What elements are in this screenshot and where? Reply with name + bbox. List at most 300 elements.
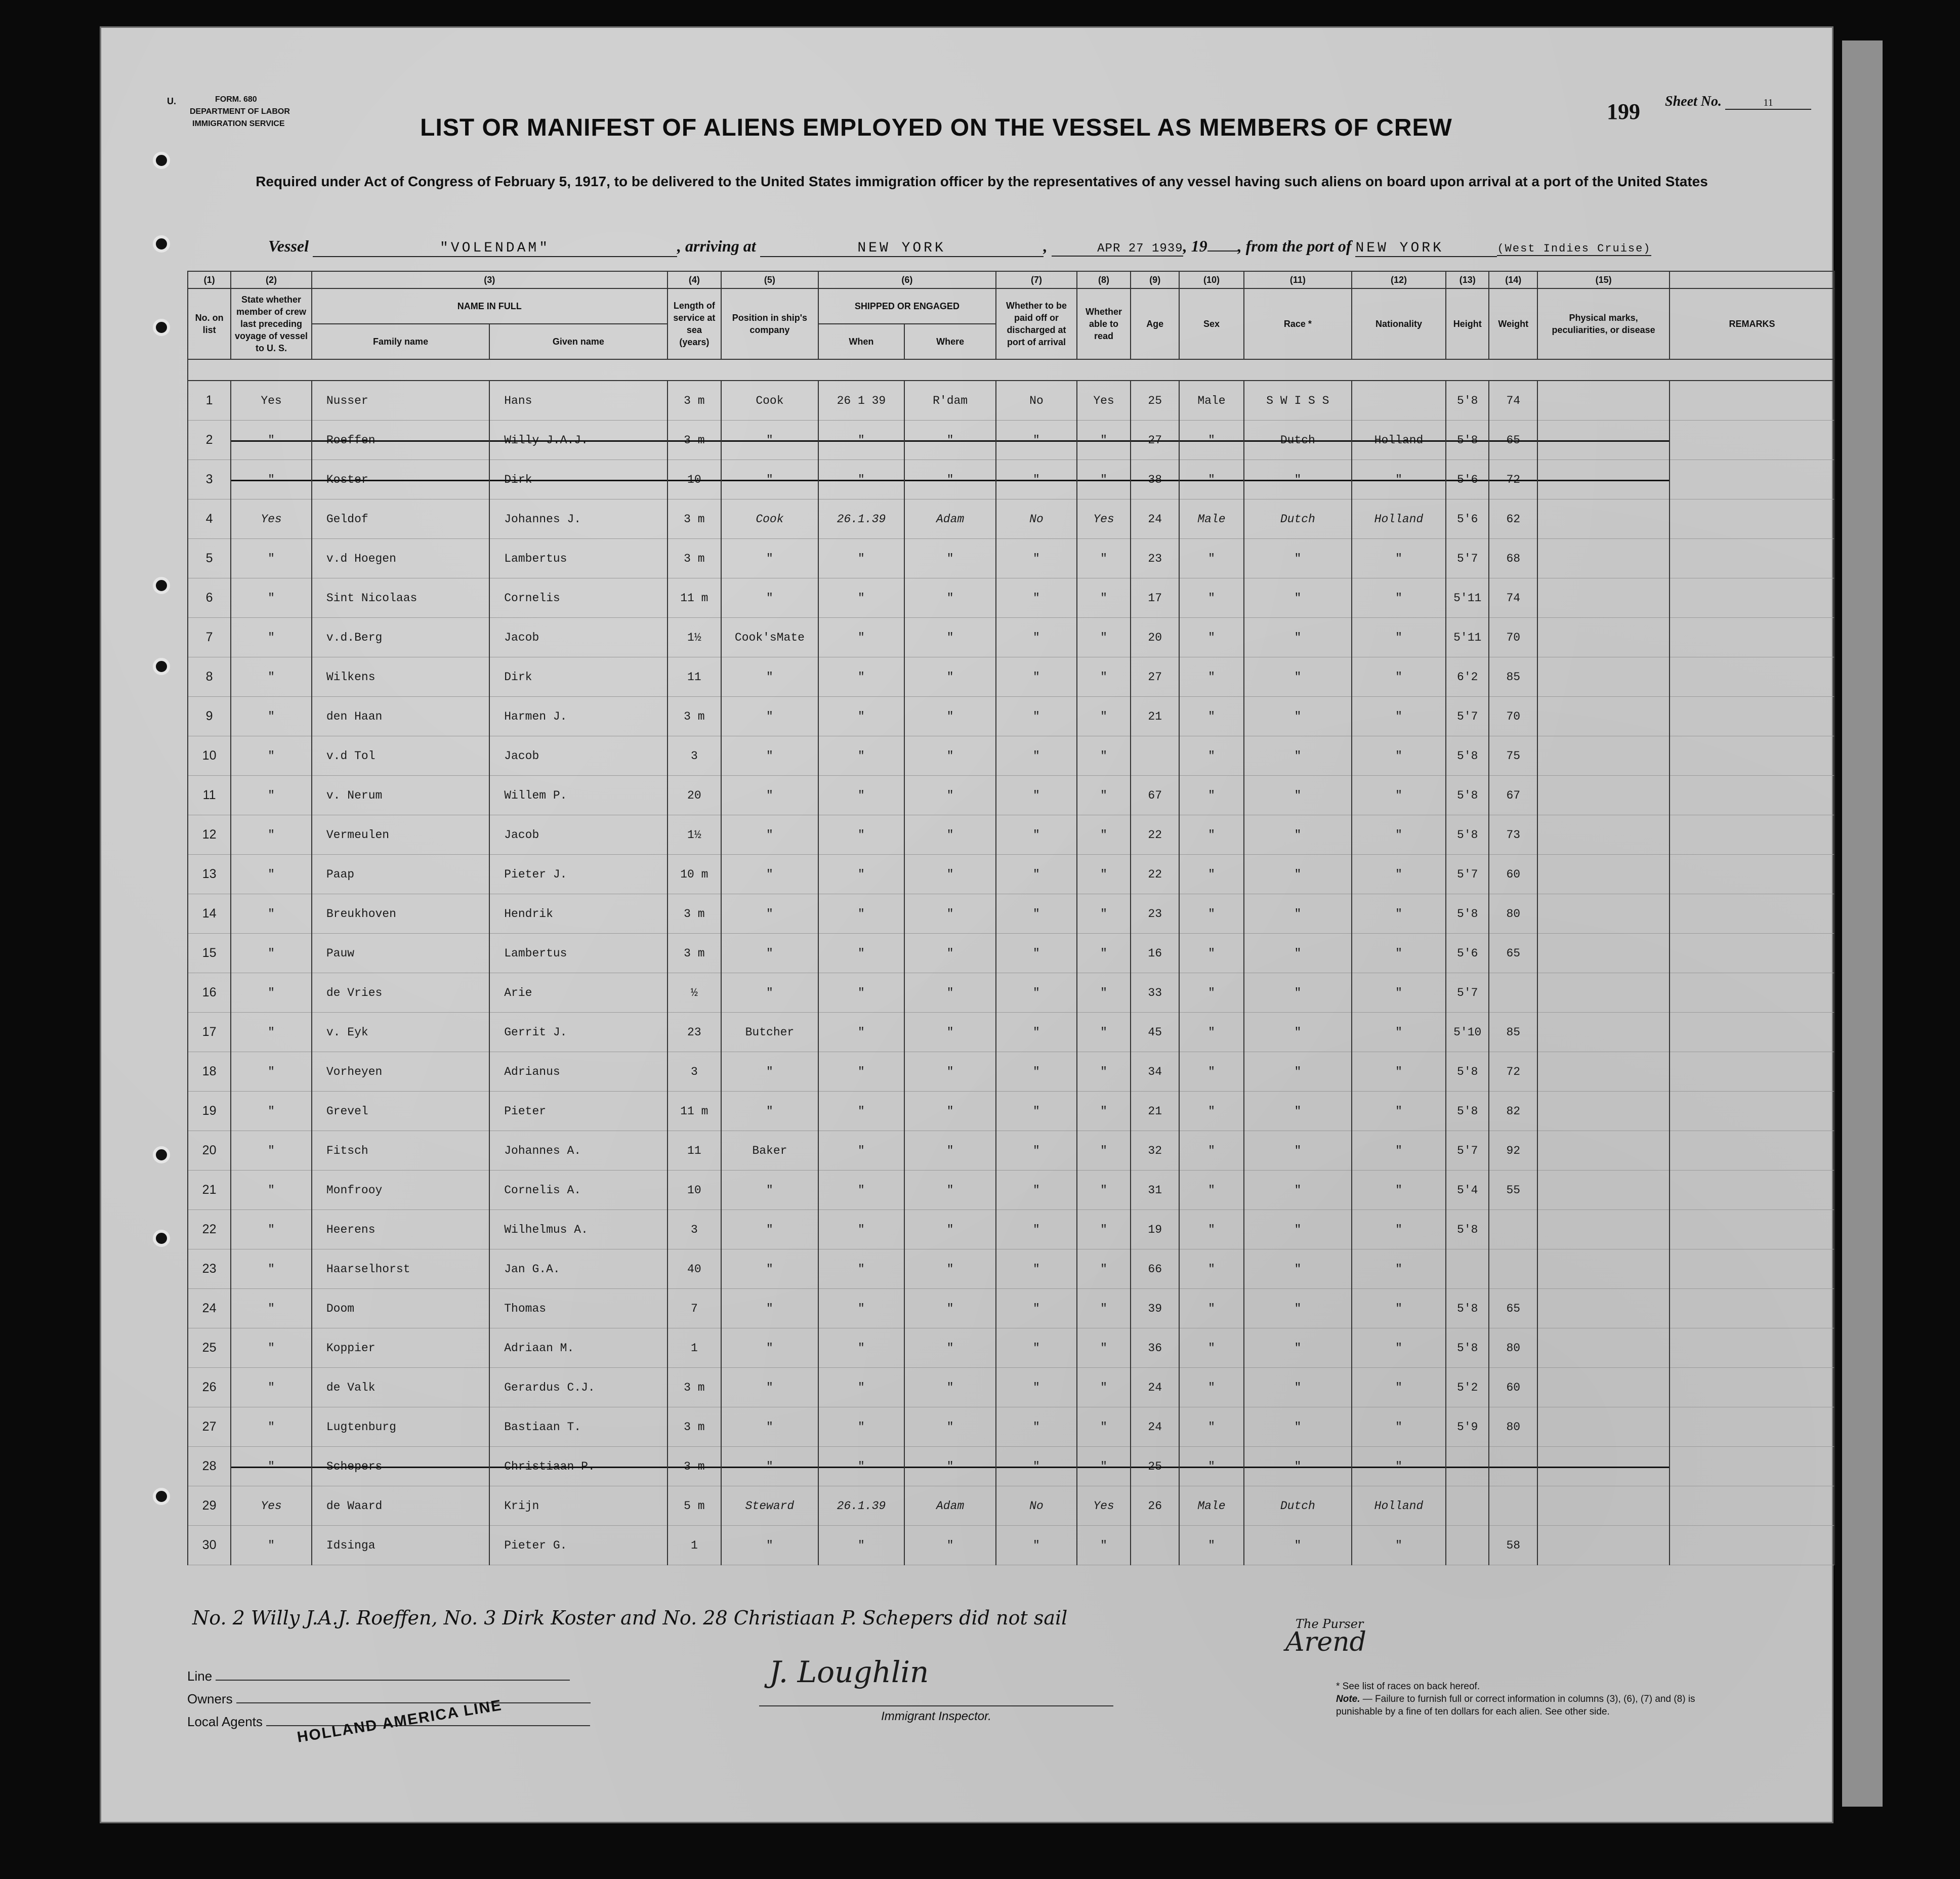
race-cell: Dutch xyxy=(1244,421,1352,460)
marks-cell xyxy=(1537,657,1670,697)
paid-off-cell: " xyxy=(996,894,1077,934)
race-cell: " xyxy=(1244,1526,1352,1565)
col-header-service: Length of service at sea (years) xyxy=(668,288,721,359)
previous-voyage-cell: Yes xyxy=(231,499,312,539)
nationality-cell: " xyxy=(1352,1447,1446,1486)
race-cell: " xyxy=(1244,1407,1352,1447)
shipped-where-cell: " xyxy=(904,1249,996,1289)
nationality-cell: Holland xyxy=(1352,499,1446,539)
shipped-when-cell: " xyxy=(818,1289,904,1328)
given-name-cell: Thomas xyxy=(489,1289,667,1328)
remarks-cell xyxy=(1670,697,1834,736)
form-number: FORM. 680 xyxy=(215,95,257,104)
sex-cell: " xyxy=(1179,697,1244,736)
race-cell: " xyxy=(1244,657,1352,697)
service-cell: 7 xyxy=(668,1289,721,1328)
marks-cell xyxy=(1537,855,1670,894)
shipped-where-cell: Adam xyxy=(904,499,996,539)
table-row xyxy=(188,1407,1834,1447)
row-number: 14 xyxy=(188,894,231,934)
given-name-cell: Jacob xyxy=(489,815,667,855)
position-cell: " xyxy=(721,539,818,578)
nationality-cell: " xyxy=(1352,776,1446,815)
age-cell: 32 xyxy=(1131,1131,1179,1171)
sex-cell: " xyxy=(1179,1052,1244,1092)
nationality-cell: " xyxy=(1352,1013,1446,1052)
shipped-when-cell: " xyxy=(818,697,904,736)
table-row xyxy=(188,1328,1834,1368)
position-cell: " xyxy=(721,1328,818,1368)
previous-voyage-cell: " xyxy=(231,421,312,460)
sex-cell: " xyxy=(1179,973,1244,1013)
sex-cell: " xyxy=(1179,1210,1244,1249)
punch-hole xyxy=(153,235,170,253)
table-row xyxy=(188,736,1834,776)
age-cell: 21 xyxy=(1131,1092,1179,1131)
position-cell: " xyxy=(721,776,818,815)
read-cell: " xyxy=(1077,973,1131,1013)
marks-cell xyxy=(1537,499,1670,539)
previous-voyage-cell: " xyxy=(231,1131,312,1171)
row-number: 17 xyxy=(188,1013,231,1052)
table-row xyxy=(188,815,1834,855)
shipped-where-cell: " xyxy=(904,855,996,894)
col-header-shipped: SHIPPED OR ENGAGED xyxy=(818,288,996,324)
read-cell: " xyxy=(1077,421,1131,460)
given-name-cell: Gerrit J. xyxy=(489,1013,667,1052)
service-cell: 10 m xyxy=(668,855,721,894)
race-cell: " xyxy=(1244,1249,1352,1289)
col-header-sex: Sex xyxy=(1179,288,1244,359)
col-header-where: Where xyxy=(904,324,996,359)
service-cell: 3 m xyxy=(668,499,721,539)
weight-cell: 74 xyxy=(1489,381,1537,421)
nationality-cell: " xyxy=(1352,539,1446,578)
shipped-where-cell: " xyxy=(904,1092,996,1131)
read-cell: " xyxy=(1077,539,1131,578)
given-name-cell: Jan G.A. xyxy=(489,1249,667,1289)
shipped-where-cell: " xyxy=(904,657,996,697)
row-number: 19 xyxy=(188,1092,231,1131)
table-row xyxy=(188,578,1834,618)
remarks-cell xyxy=(1670,1131,1834,1171)
weight-cell: 80 xyxy=(1489,894,1537,934)
nationality-cell: " xyxy=(1352,855,1446,894)
marks-cell xyxy=(1537,1407,1670,1447)
family-name-cell: Doom xyxy=(312,1289,489,1328)
paid-off-cell: " xyxy=(996,815,1077,855)
inspector-signature: J. Loughlin xyxy=(769,1655,929,1689)
age-cell: 24 xyxy=(1131,499,1179,539)
age-cell: 36 xyxy=(1131,1328,1179,1368)
row-number: 4 xyxy=(188,499,231,539)
given-name-cell: Adrianus xyxy=(489,1052,667,1092)
age-cell: 39 xyxy=(1131,1289,1179,1328)
position-cell: Butcher xyxy=(721,1013,818,1052)
weight-cell: 55 xyxy=(1489,1171,1537,1210)
given-name-cell: Cornelis xyxy=(489,578,667,618)
table-row xyxy=(188,934,1834,973)
vessel-name: "VOLENDAM" xyxy=(313,240,677,257)
family-name-cell: de Waard xyxy=(312,1486,489,1526)
nationality-cell: Holland xyxy=(1352,421,1446,460)
table-row xyxy=(188,499,1834,539)
shipped-when-cell: " xyxy=(818,1407,904,1447)
remarks-cell xyxy=(1670,1210,1834,1249)
sex-cell: " xyxy=(1179,1368,1244,1407)
marks-cell xyxy=(1537,1013,1670,1052)
service-cell: 5 m xyxy=(668,1486,721,1526)
nationality-cell xyxy=(1352,381,1446,421)
race-cell: " xyxy=(1244,736,1352,776)
given-name-cell: Bastiaan T. xyxy=(489,1407,667,1447)
col-header-previous-voyage: State whether member of crew last preceding voyage of vessel to U. S. xyxy=(231,288,312,359)
shipped-where-cell: " xyxy=(904,1289,996,1328)
read-cell: " xyxy=(1077,894,1131,934)
marks-cell xyxy=(1537,1210,1670,1249)
sex-cell: " xyxy=(1179,1249,1244,1289)
row-number: 10 xyxy=(188,736,231,776)
sex-cell: " xyxy=(1179,578,1244,618)
table-row xyxy=(188,1171,1834,1210)
position-cell: Baker xyxy=(721,1131,818,1171)
race-cell: " xyxy=(1244,973,1352,1013)
shipped-when-cell: " xyxy=(818,539,904,578)
row-number: 11 xyxy=(188,776,231,815)
given-name-cell: Adriaan M. xyxy=(489,1328,667,1368)
paid-off-cell: " xyxy=(996,1289,1077,1328)
given-name-cell: Jacob xyxy=(489,736,667,776)
shipped-when-cell: " xyxy=(818,973,904,1013)
race-cell: " xyxy=(1244,1171,1352,1210)
height-cell: 5'7 xyxy=(1446,855,1489,894)
age-cell: 25 xyxy=(1131,381,1179,421)
marks-cell xyxy=(1537,618,1670,657)
row-number: 24 xyxy=(188,1289,231,1328)
service-cell: 3 m xyxy=(668,934,721,973)
nationality-cell: " xyxy=(1352,1092,1446,1131)
weight-cell: 70 xyxy=(1489,697,1537,736)
service-cell: 1 xyxy=(668,1328,721,1368)
race-cell: " xyxy=(1244,1052,1352,1092)
sex-cell: " xyxy=(1179,855,1244,894)
shipped-when-cell: " xyxy=(818,1210,904,1249)
read-cell: " xyxy=(1077,776,1131,815)
read-cell: " xyxy=(1077,578,1131,618)
height-cell: 5'8 xyxy=(1446,894,1489,934)
read-cell: Yes xyxy=(1077,1486,1131,1526)
read-cell: " xyxy=(1077,1092,1131,1131)
age-cell: 17 xyxy=(1131,578,1179,618)
row-number: 18 xyxy=(188,1052,231,1092)
shipped-when-cell: 26.1.39 xyxy=(818,499,904,539)
table-row xyxy=(188,1447,1834,1486)
shipped-where-cell: Adam xyxy=(904,1486,996,1526)
shipped-where-cell: " xyxy=(904,1328,996,1368)
read-cell: " xyxy=(1077,934,1131,973)
family-name-cell: de Valk xyxy=(312,1368,489,1407)
family-name-cell: v. Eyk xyxy=(312,1013,489,1052)
table-row xyxy=(188,1013,1834,1052)
punch-hole xyxy=(153,319,170,336)
col-header-nationality: Nationality xyxy=(1352,288,1446,359)
service-cell: 3 m xyxy=(668,381,721,421)
sheet-number: Sheet No. 11 xyxy=(1665,94,1811,110)
previous-voyage-cell: Yes xyxy=(231,381,312,421)
race-cell: S W I S S xyxy=(1244,381,1352,421)
read-cell: " xyxy=(1077,657,1131,697)
position-cell: " xyxy=(721,1368,818,1407)
family-name-cell: Sint Nicolaas xyxy=(312,578,489,618)
inspector-label: Immigrant Inspector. xyxy=(759,1705,1113,1724)
age-cell: 38 xyxy=(1131,460,1179,499)
sex-cell: " xyxy=(1179,1328,1244,1368)
service-cell: 3 xyxy=(668,1052,721,1092)
read-cell: " xyxy=(1077,1171,1131,1210)
age-cell: 67 xyxy=(1131,776,1179,815)
shipped-when-cell: 26 1 39 xyxy=(818,381,904,421)
position-cell: " xyxy=(721,1092,818,1131)
previous-voyage-cell: " xyxy=(231,736,312,776)
age-cell: 16 xyxy=(1131,934,1179,973)
paid-off-cell: " xyxy=(996,1249,1077,1289)
paid-off-cell: " xyxy=(996,697,1077,736)
shipped-when-cell: " xyxy=(818,1526,904,1565)
weight-cell: 60 xyxy=(1489,1368,1537,1407)
read-cell: " xyxy=(1077,1131,1131,1171)
position-cell: " xyxy=(721,421,818,460)
position-cell: " xyxy=(721,460,818,499)
position-cell: " xyxy=(721,973,818,1013)
col-header-marks: Physical marks, peculiarities, or disease xyxy=(1537,288,1670,359)
family-name-cell: Heerens xyxy=(312,1210,489,1249)
remarks-cell xyxy=(1670,815,1834,855)
sex-cell: " xyxy=(1179,1092,1244,1131)
height-cell: 5'6 xyxy=(1446,460,1489,499)
age-cell: 27 xyxy=(1131,657,1179,697)
given-name-cell: Lambertus xyxy=(489,539,667,578)
marks-cell xyxy=(1537,894,1670,934)
row-number: 3 xyxy=(188,460,231,499)
company-stamp: HOLLAND AMERICA LINE xyxy=(296,1697,504,1746)
row-number: 30 xyxy=(188,1526,231,1565)
race-cell: " xyxy=(1244,1368,1352,1407)
shipped-where-cell: " xyxy=(904,1368,996,1407)
position-cell: " xyxy=(721,1407,818,1447)
paid-off-cell: No xyxy=(996,499,1077,539)
previous-voyage-cell: " xyxy=(231,460,312,499)
position-cell: " xyxy=(721,934,818,973)
master-label: The Purser xyxy=(1296,1617,1364,1631)
marks-cell xyxy=(1537,776,1670,815)
height-cell: 5'6 xyxy=(1446,499,1489,539)
age-cell: 26 xyxy=(1131,1486,1179,1526)
sex-cell: Male xyxy=(1179,499,1244,539)
marks-cell xyxy=(1537,539,1670,578)
sex-cell: " xyxy=(1179,934,1244,973)
remarks-cell xyxy=(1670,1013,1834,1052)
height-cell: 5'8 xyxy=(1446,1092,1489,1131)
race-cell: " xyxy=(1244,618,1352,657)
remarks-cell xyxy=(1670,578,1834,618)
sex-cell: " xyxy=(1179,1013,1244,1052)
paid-off-cell: " xyxy=(996,657,1077,697)
race-cell: " xyxy=(1244,460,1352,499)
remarks-cell xyxy=(1670,973,1834,1013)
given-name-cell: Johannes A. xyxy=(489,1131,667,1171)
sex-cell: " xyxy=(1179,1447,1244,1486)
read-cell: " xyxy=(1077,1368,1131,1407)
previous-voyage-cell: " xyxy=(231,1249,312,1289)
table-row xyxy=(188,657,1834,697)
position-cell: " xyxy=(721,894,818,934)
race-cell: " xyxy=(1244,1289,1352,1328)
sex-cell: " xyxy=(1179,657,1244,697)
nationality-cell: " xyxy=(1352,460,1446,499)
sex-cell: " xyxy=(1179,1526,1244,1565)
family-name-cell: Wilkens xyxy=(312,657,489,697)
age-cell: 22 xyxy=(1131,855,1179,894)
position-cell: " xyxy=(721,697,818,736)
previous-voyage-cell: " xyxy=(231,1210,312,1249)
family-name-cell: Breukhoven xyxy=(312,894,489,934)
line-field: Line xyxy=(187,1668,570,1684)
shipped-when-cell: " xyxy=(818,657,904,697)
row-number: 23 xyxy=(188,1249,231,1289)
paid-off-cell: " xyxy=(996,1526,1077,1565)
paid-off-cell: " xyxy=(996,934,1077,973)
previous-voyage-cell: " xyxy=(231,578,312,618)
shipped-where-cell: " xyxy=(904,1447,996,1486)
weight-cell: 82 xyxy=(1489,1092,1537,1131)
shipped-where-cell: " xyxy=(904,539,996,578)
age-cell: 23 xyxy=(1131,894,1179,934)
position-cell: " xyxy=(721,736,818,776)
service-cell: 40 xyxy=(668,1249,721,1289)
height-cell: 5'8 xyxy=(1446,1289,1489,1328)
weight-cell: 65 xyxy=(1489,1289,1537,1328)
height-cell: 5'8 xyxy=(1446,776,1489,815)
previous-voyage-cell: " xyxy=(231,815,312,855)
shipped-when-cell: " xyxy=(818,618,904,657)
given-name-cell: Willem P. xyxy=(489,776,667,815)
marks-cell xyxy=(1537,1368,1670,1407)
footer-notes: * See list of races on back hereof. Note. — Failure to furnish full or correct information in columns (3), (6), (7) and (8) is punishable by a fine of ten dollars for each alien. See other side. xyxy=(1336,1681,1695,1717)
family-name-cell: v.d Tol xyxy=(312,736,489,776)
back-page-edge xyxy=(1842,40,1883,1807)
remarks-cell xyxy=(1670,894,1834,934)
weight-cell: 73 xyxy=(1489,815,1537,855)
age-cell: 31 xyxy=(1131,1171,1179,1210)
row-number: 21 xyxy=(188,1171,231,1210)
nationality-cell: " xyxy=(1352,618,1446,657)
sex-cell: " xyxy=(1179,1289,1244,1328)
nationality-cell: " xyxy=(1352,973,1446,1013)
remarks-cell xyxy=(1670,460,1834,499)
paid-off-cell: " xyxy=(996,539,1077,578)
col-num: (12) xyxy=(1352,271,1446,288)
shipped-when-cell: " xyxy=(818,855,904,894)
vessel-line: Vessel "VOLENDAM" , arriving at NEW YORK , APR 27 1939, 19 , from the port of NEW YORK (West Indies Cruise) xyxy=(268,237,1651,256)
weight-cell xyxy=(1489,1249,1537,1289)
remarks-cell xyxy=(1670,421,1834,460)
given-name-cell: Hendrik xyxy=(489,894,667,934)
paid-off-cell: No xyxy=(996,1486,1077,1526)
marks-cell xyxy=(1537,1526,1670,1565)
table-row xyxy=(188,1210,1834,1249)
height-cell: 6'2 xyxy=(1446,657,1489,697)
marks-cell xyxy=(1537,815,1670,855)
paid-off-cell: " xyxy=(996,1447,1077,1486)
age-cell: 33 xyxy=(1131,973,1179,1013)
table-row xyxy=(188,776,1834,815)
shipped-where-cell: " xyxy=(904,1131,996,1171)
punch-hole xyxy=(153,1230,170,1247)
previous-voyage-cell: " xyxy=(231,1052,312,1092)
punch-hole xyxy=(153,1146,170,1163)
read-cell: " xyxy=(1077,736,1131,776)
sex-cell: " xyxy=(1179,421,1244,460)
shipped-when-cell: " xyxy=(818,776,904,815)
remarks-cell xyxy=(1670,855,1834,894)
paid-off-cell: " xyxy=(996,736,1077,776)
read-cell: " xyxy=(1077,1407,1131,1447)
age-cell: 23 xyxy=(1131,539,1179,578)
height-cell: 5'8 xyxy=(1446,421,1489,460)
previous-voyage-cell: " xyxy=(231,539,312,578)
row-number: 1 xyxy=(188,381,231,421)
shipped-when-cell: " xyxy=(818,1328,904,1368)
weight-cell xyxy=(1489,1210,1537,1249)
punch-hole xyxy=(153,152,170,169)
service-cell: 3 m xyxy=(668,1447,721,1486)
remarks-cell xyxy=(1670,381,1834,421)
col-num: (13) xyxy=(1446,271,1489,288)
shipped-when-cell: " xyxy=(818,1171,904,1210)
row-number: 5 xyxy=(188,539,231,578)
service-cell: 1 xyxy=(668,1526,721,1565)
weight-cell xyxy=(1489,973,1537,1013)
position-cell: Cook xyxy=(721,499,818,539)
col-num: (11) xyxy=(1244,271,1352,288)
row-number: 29 xyxy=(188,1486,231,1526)
height-cell xyxy=(1446,1486,1489,1526)
remarks-cell xyxy=(1670,736,1834,776)
previous-voyage-cell: " xyxy=(231,894,312,934)
col-header-position: Position in ship's company xyxy=(721,288,818,359)
position-cell: " xyxy=(721,1210,818,1249)
punch-hole xyxy=(153,658,170,675)
position-cell: Cook'sMate xyxy=(721,618,818,657)
owners-field: Owners xyxy=(187,1691,591,1707)
family-name-cell: Roeffen xyxy=(312,421,489,460)
row-number: 13 xyxy=(188,855,231,894)
race-cell: " xyxy=(1244,1092,1352,1131)
table-row xyxy=(188,1092,1834,1131)
marks-cell xyxy=(1537,1328,1670,1368)
service-cell: 10 xyxy=(668,460,721,499)
height-cell: 5'8 xyxy=(1446,381,1489,421)
age-cell: 21 xyxy=(1131,697,1179,736)
remarks-cell xyxy=(1670,618,1834,657)
marks-cell xyxy=(1537,1447,1670,1486)
position-cell: " xyxy=(721,1249,818,1289)
weight-cell: 75 xyxy=(1489,736,1537,776)
col-header-no: No. on list xyxy=(188,288,231,359)
service-cell: 23 xyxy=(668,1013,721,1052)
previous-voyage-cell: " xyxy=(231,657,312,697)
service-cell: 11 xyxy=(668,1131,721,1171)
